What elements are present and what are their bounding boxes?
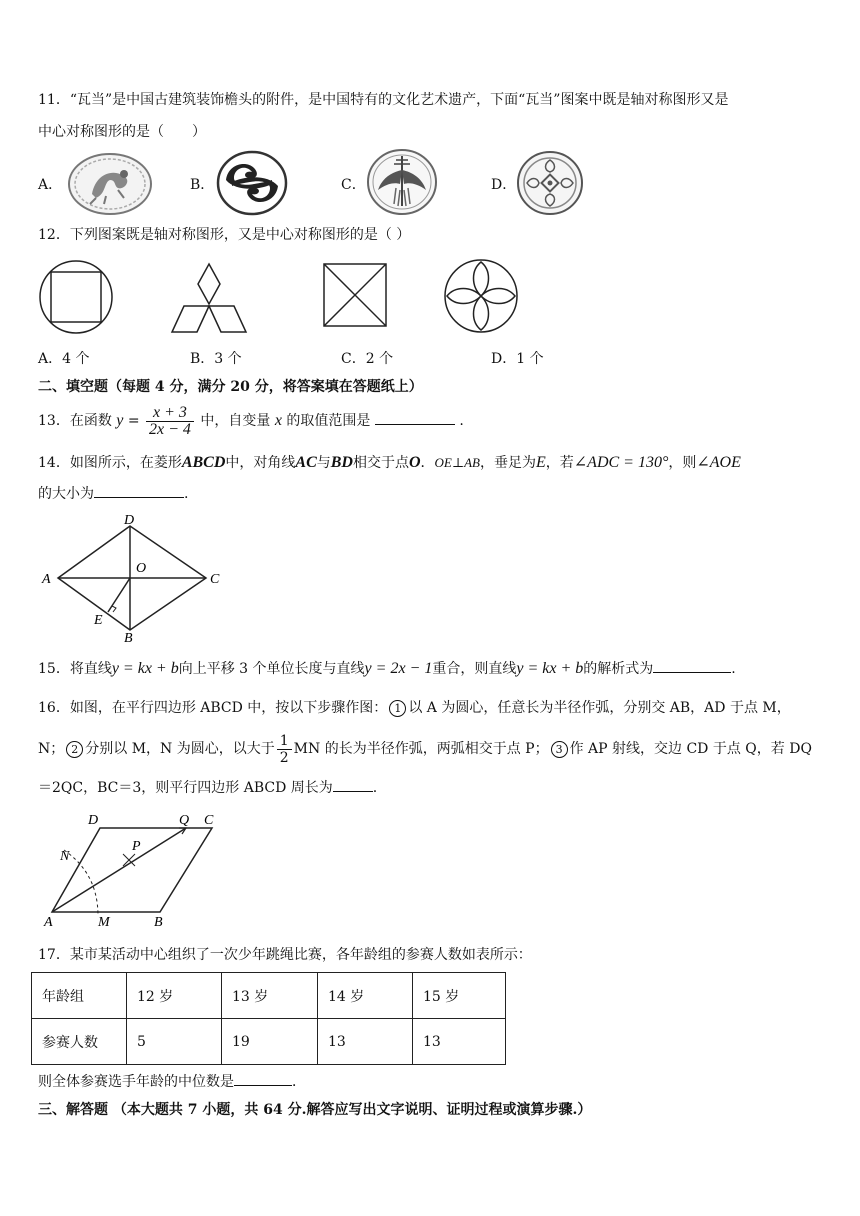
table-cell: 13 <box>413 1019 506 1065</box>
q13-y: y <box>116 412 124 429</box>
q14-text: ，垂足为 <box>479 455 536 471</box>
q12-option-d: D．1 个 <box>491 351 544 367</box>
q16-text: ＝2QC，BC＝3，则平行四边形 ABCD 周长为 <box>38 780 333 796</box>
q11-option-a-label: A． <box>38 177 63 193</box>
q17-age-table <box>31 972 506 1065</box>
q16-line2 <box>38 729 812 769</box>
table-cell: 参赛人数 <box>32 1019 127 1065</box>
q17-stem: 17．某市某活动中心组织了一次少年跳绳比赛，各年龄组的参赛人数如表所示： <box>38 947 532 963</box>
q17-text: 则全体参赛选手年龄的中位数是 <box>38 1074 234 1090</box>
q14-angle-aoe: ∠AOE <box>696 454 741 471</box>
q14-oe-perp-ab: OE⊥AB <box>434 455 480 470</box>
q16-end: . <box>372 780 378 796</box>
q11-option-b-label: B． <box>190 177 215 193</box>
q14-text: 的大小为 <box>38 486 94 502</box>
q12-stem: 12．下列图案既是轴对称图形，又是中心对称图形的是（ ） <box>38 227 411 243</box>
q16-line1 <box>38 698 791 718</box>
q14-label-b: B <box>124 631 133 642</box>
q16-label-q: Q <box>179 813 190 828</box>
section-3-heading: 三、解答题 （本大题共 7 小题，共 64 分.解答应写出文字说明、证明过程或演算步骤.） <box>38 1102 592 1118</box>
q16-label-m: M <box>98 915 110 930</box>
q12-option-a: A．4 个 <box>38 351 90 367</box>
q16-text: 以 A 为圆心，任意长为半径作弧，分别交 AB，AD 于点 M， <box>408 700 791 716</box>
q12-option-c: C．2 个 <box>341 351 394 367</box>
q16-step-1-marker: 1 <box>389 700 406 717</box>
q15-text: 15．将直线 <box>38 661 112 677</box>
section-2-heading: 二、填空题（每题 4 分，满分 20 分，将答案填在答题纸上） <box>38 379 423 395</box>
q13-end: . <box>459 413 464 429</box>
q11-line2: 中心对称图形的是（ ） <box>38 124 206 140</box>
q16-step-2-marker: 2 <box>66 741 83 758</box>
q11-option-a-tile-image <box>66 152 154 216</box>
q16-half-numerator: 1 <box>277 733 292 750</box>
table-cell: 12 岁 <box>127 973 222 1019</box>
q15-text: 重合，则直线 <box>432 661 517 677</box>
q11-line1: 11．“瓦当”是中国古建筑装饰檐头的附件，是中国特有的文化艺术遗产，下面“瓦当”图案中既是轴对称图形又是 <box>38 92 729 108</box>
q13-fraction-numerator: x + 3 <box>146 405 194 422</box>
table-cell: 19 <box>222 1019 318 1065</box>
q16-label-b: B <box>154 915 163 930</box>
table-cell: 14 岁 <box>318 973 413 1019</box>
q16-half-fraction <box>277 733 292 766</box>
q16-label-d: D <box>88 813 99 828</box>
q16-text: N； <box>38 741 65 757</box>
q14-text: ，若 <box>545 455 574 471</box>
q16-half-denominator: 2 <box>279 749 289 766</box>
q15-text: 的解析式为 <box>583 661 654 677</box>
q13-x: x <box>274 412 282 429</box>
q14-text: ． <box>420 455 435 471</box>
q14-ac: AC <box>295 454 317 471</box>
q12-figure-square-diagonals <box>322 262 388 328</box>
q16-label-p: P <box>132 839 141 854</box>
q16-label-c: C <box>204 813 214 828</box>
q11-option-c-label: C． <box>341 177 366 193</box>
q14-rhombus-figure <box>36 512 226 642</box>
q14-label-e: E <box>94 613 103 628</box>
q12-figure-three-diamonds <box>168 262 250 336</box>
q17-end: ． <box>292 1074 306 1090</box>
q12-figure-circle-square <box>38 259 114 335</box>
q14-label-a: A <box>42 572 51 587</box>
q15-text: 向上平移 3 个单位长度与直线 <box>178 661 365 677</box>
q14-text: 中，对角线 <box>225 455 296 471</box>
q15-formula-2: y = 2x − 1 <box>364 660 433 677</box>
q13-answer-blank[interactable] <box>375 410 455 425</box>
table-cell: 13 <box>318 1019 413 1065</box>
q16-label-a: A <box>44 915 53 930</box>
q14-bd: BD <box>330 454 353 471</box>
q14-line1 <box>38 453 741 473</box>
q16-label-n: N <box>60 849 70 864</box>
q16-parallelogram-figure <box>36 810 226 932</box>
q15 <box>38 658 736 679</box>
q14-text: 与 <box>316 455 331 471</box>
q14-o: O <box>408 454 421 471</box>
q13-fraction-denominator: 2x − 4 <box>149 420 191 438</box>
q14-e: E <box>535 454 546 471</box>
q13-eq: = <box>127 413 140 429</box>
table-row <box>32 1019 506 1065</box>
q11-option-d-tile-image <box>516 150 584 216</box>
q15-formula-3: y = kx + b <box>516 660 584 677</box>
q11-option-b-tile-image <box>216 150 288 216</box>
q14-text: ，则 <box>668 455 697 471</box>
q13-post: 的取值范围是 <box>286 413 371 429</box>
table-cell: 5 <box>127 1019 222 1065</box>
q16-text: 16．如图，在平行四边形 ABCD 中，按以下步骤作图： <box>38 700 388 716</box>
q15-end: . <box>731 661 736 677</box>
q12-option-b: B．3 个 <box>190 351 242 367</box>
q14-line2 <box>38 483 188 504</box>
q14-label-d: D <box>124 513 135 528</box>
q14-answer-blank[interactable] <box>94 483 184 498</box>
q15-formula-1: y = kx + b <box>111 660 179 677</box>
table-cell: 年龄组 <box>32 973 127 1019</box>
q14-text: 相交于点 <box>352 455 409 471</box>
q16-text: MN 的长为半径作弧，两弧相交于点 P； <box>293 741 549 757</box>
q14-angle-adc: ∠ADC = 130° <box>573 454 669 471</box>
q16-line3 <box>38 777 377 798</box>
q14-end: . <box>184 486 189 502</box>
q16-step-3-marker: 3 <box>551 741 568 758</box>
q11-option-c-tile-image <box>366 148 438 216</box>
q16-answer-blank[interactable] <box>333 777 373 792</box>
table-row <box>32 973 506 1019</box>
q16-text: 作 AP 射线，交边 CD 于点 Q，若 DQ <box>569 741 812 757</box>
q12-figure-circle-petals <box>443 258 519 334</box>
table-cell: 13 岁 <box>222 973 318 1019</box>
q14-abcd: ABCD <box>181 454 226 471</box>
q14-label-o: O <box>136 561 147 576</box>
table-cell: 15 岁 <box>413 973 506 1019</box>
q14-text: 14．如图所示，在菱形 <box>38 455 182 471</box>
q11-option-d-label: D． <box>491 177 517 193</box>
q15-answer-blank[interactable] <box>653 658 731 673</box>
q13 <box>38 401 464 441</box>
q17-answer-blank[interactable] <box>234 1071 292 1086</box>
q13-mid: 中，自变量 <box>200 413 271 429</box>
q13-pre: 13．在函数 <box>38 413 112 429</box>
q13-fraction <box>146 405 194 438</box>
q14-label-c: C <box>210 572 220 587</box>
q16-text: 分别以 M，N 为圆心，以大于 <box>85 741 275 757</box>
q17-after <box>38 1071 306 1092</box>
